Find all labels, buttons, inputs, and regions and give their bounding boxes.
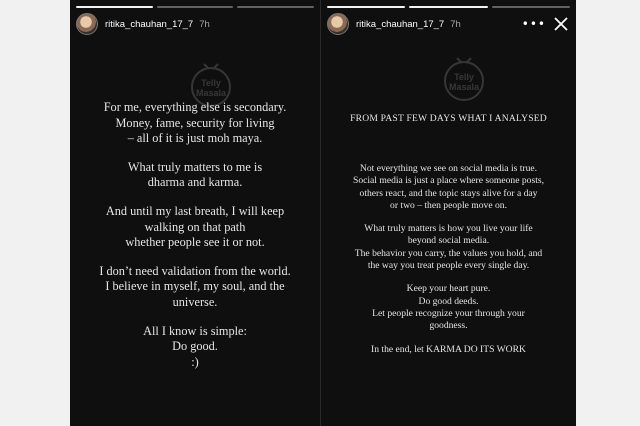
post-time: 7h xyxy=(199,18,210,30)
story-panel-left xyxy=(70,0,320,426)
story-line: For me, everything else is secondary. xyxy=(103,100,287,114)
story-line: Do good. xyxy=(172,339,218,354)
story-line: whether people see it or not. xyxy=(125,235,265,250)
story-line: :) xyxy=(191,354,199,369)
story-line: – all of it is just moh maya. xyxy=(127,131,263,146)
story-line: I believe in myself, my soul, and the xyxy=(105,279,285,294)
progress-segment xyxy=(76,6,153,8)
story-paragraph xyxy=(70,264,320,311)
story-line: What truly matters to me is xyxy=(127,159,263,174)
progress-segment xyxy=(492,6,570,8)
watermark-word-1: Telly xyxy=(454,72,474,82)
avatar[interactable] xyxy=(76,13,98,35)
username[interactable]: ritika_chauhan_17_7 xyxy=(356,18,445,30)
story-paragraph xyxy=(70,324,320,371)
story-line: or two – then people move on. xyxy=(390,199,507,211)
progress-segment xyxy=(157,6,234,8)
story-line: What truly matters is how you live your life xyxy=(364,223,533,235)
story-header xyxy=(327,13,568,35)
story-paragraph xyxy=(321,223,576,272)
story-line: walking on that path xyxy=(144,219,246,234)
story-header xyxy=(76,13,312,35)
close-icon[interactable] xyxy=(554,17,568,31)
story-line: Social media is just a place where someone posts, xyxy=(352,175,545,187)
story-progress-bar xyxy=(76,6,314,8)
story-line: others react, and the topic stays alive for a day xyxy=(359,187,538,199)
story-panel-right xyxy=(320,0,576,426)
avatar[interactable] xyxy=(327,13,349,35)
story-line: All I know is simple: xyxy=(143,323,247,338)
story-progress-bar xyxy=(327,6,570,8)
story-line: Money, fame, security for living xyxy=(115,115,275,130)
watermark-word-2: Masala xyxy=(448,82,480,92)
story-line: dharma and karma. xyxy=(147,175,243,190)
story-line: the way you treat people every single day. xyxy=(367,260,530,272)
story-line: beyond social media. xyxy=(407,235,490,247)
story-line: In the end, let KARMA DO ITS WORK xyxy=(371,343,526,355)
more-options-icon[interactable]: ••• xyxy=(521,17,546,31)
story-line: I don’t need validation from the world. xyxy=(99,263,291,278)
watermark-word-1: Telly xyxy=(201,78,221,88)
story-paragraph xyxy=(321,344,576,356)
story-line: The behavior you carry, the values you hold, and xyxy=(354,247,543,259)
story-line: goodness. xyxy=(429,320,468,332)
story-line: Let people recognize your through your xyxy=(372,307,525,319)
story-paragraph xyxy=(321,283,576,332)
story-text xyxy=(70,100,320,383)
story-line: Do good deeds. xyxy=(418,295,479,307)
progress-segment xyxy=(409,6,487,8)
watermark-word-2: Masala xyxy=(195,88,227,98)
story-line: Not everything we see on social media is true. xyxy=(359,163,538,174)
story-line: And until my last breath, I will keep xyxy=(105,203,285,218)
story-paragraph xyxy=(70,204,320,251)
telly-masala-watermark-logo xyxy=(439,56,489,102)
story-line: Keep your heart pure. xyxy=(406,283,491,295)
progress-segment xyxy=(237,6,314,8)
story-paragraph xyxy=(321,163,576,212)
username[interactable]: ritika_chauhan_17_7 xyxy=(105,18,194,30)
progress-segment xyxy=(327,6,405,8)
story-line: universe. xyxy=(172,294,218,309)
story-text xyxy=(321,163,576,367)
story-paragraph xyxy=(70,160,320,191)
post-time: 7h xyxy=(450,18,461,30)
story-heading: FROM PAST FEW DAYS WHAT I ANALYSED xyxy=(350,113,547,124)
story-paragraph xyxy=(70,100,320,147)
